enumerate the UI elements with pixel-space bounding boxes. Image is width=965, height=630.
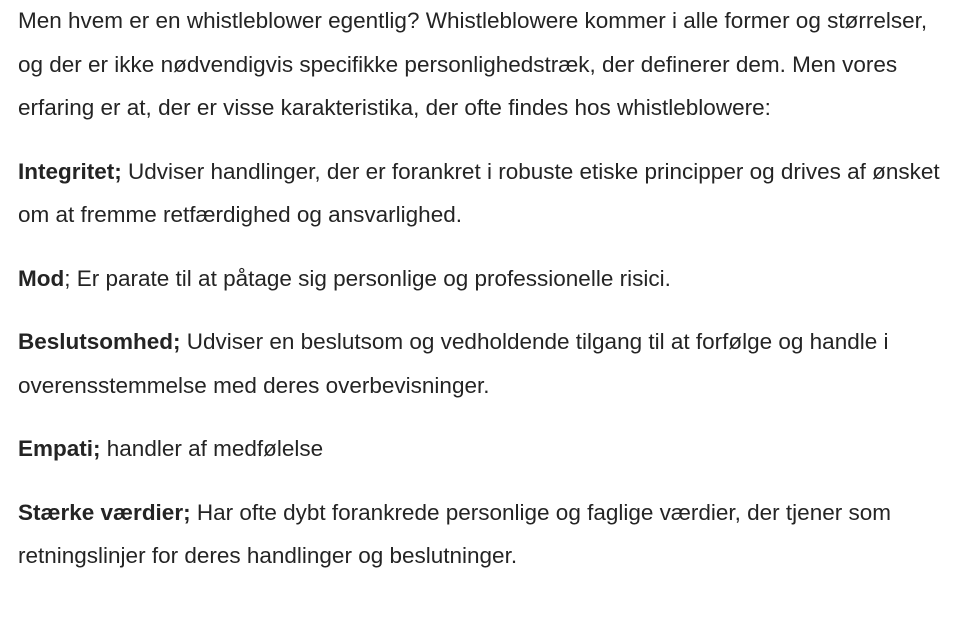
trait-description: Udviser en beslutsom og vedholdende tilgang til at forfølge og handle i overensstemmelse med deres overbevisninger. bbox=[18, 329, 889, 398]
trait-description: Har ofte dybt forankrede personlige og faglige værdier, der tjener som retningslinjer for deres handlinger og beslutninger. bbox=[18, 499, 891, 568]
trait-term: Stærke værdier; bbox=[18, 499, 191, 525]
trait-description: handler af medfølelse bbox=[106, 436, 324, 461]
intro-paragraph: Men hvem er en whistleblower egentlig? Whistleblowere kommer i alle former og størrelser, og der er ikke nødvendigvis specifikke personlighedstræk, der definerer dem. Men vores erfaring er at, der er visse karakteristika, der ofte findes hos whistleblowere: bbox=[18, 8, 928, 120]
trait-separator: ; bbox=[64, 265, 77, 291]
trait-beslutsomhed bbox=[18, 320, 948, 407]
trait-term: Empati; bbox=[18, 436, 101, 461]
article-body bbox=[18, 0, 948, 578]
trait-description: Udviser handlinger, der er forankret i robuste etiske principper og drives af ønsket om at fremme retfærdighed og ansvarlighed. bbox=[18, 158, 940, 227]
trait-term: Beslutsomhed; bbox=[18, 329, 181, 354]
trait-mod bbox=[18, 257, 948, 301]
trait-empati bbox=[18, 427, 948, 471]
trait-term: Integritet; bbox=[18, 158, 122, 184]
trait-term: Mod bbox=[18, 265, 65, 291]
trait-staerke-vaerdier bbox=[18, 491, 948, 578]
trait-description: Er parate til at påtage sig personlige og professionelle risici. bbox=[76, 265, 671, 291]
trait-integritet bbox=[18, 150, 948, 237]
